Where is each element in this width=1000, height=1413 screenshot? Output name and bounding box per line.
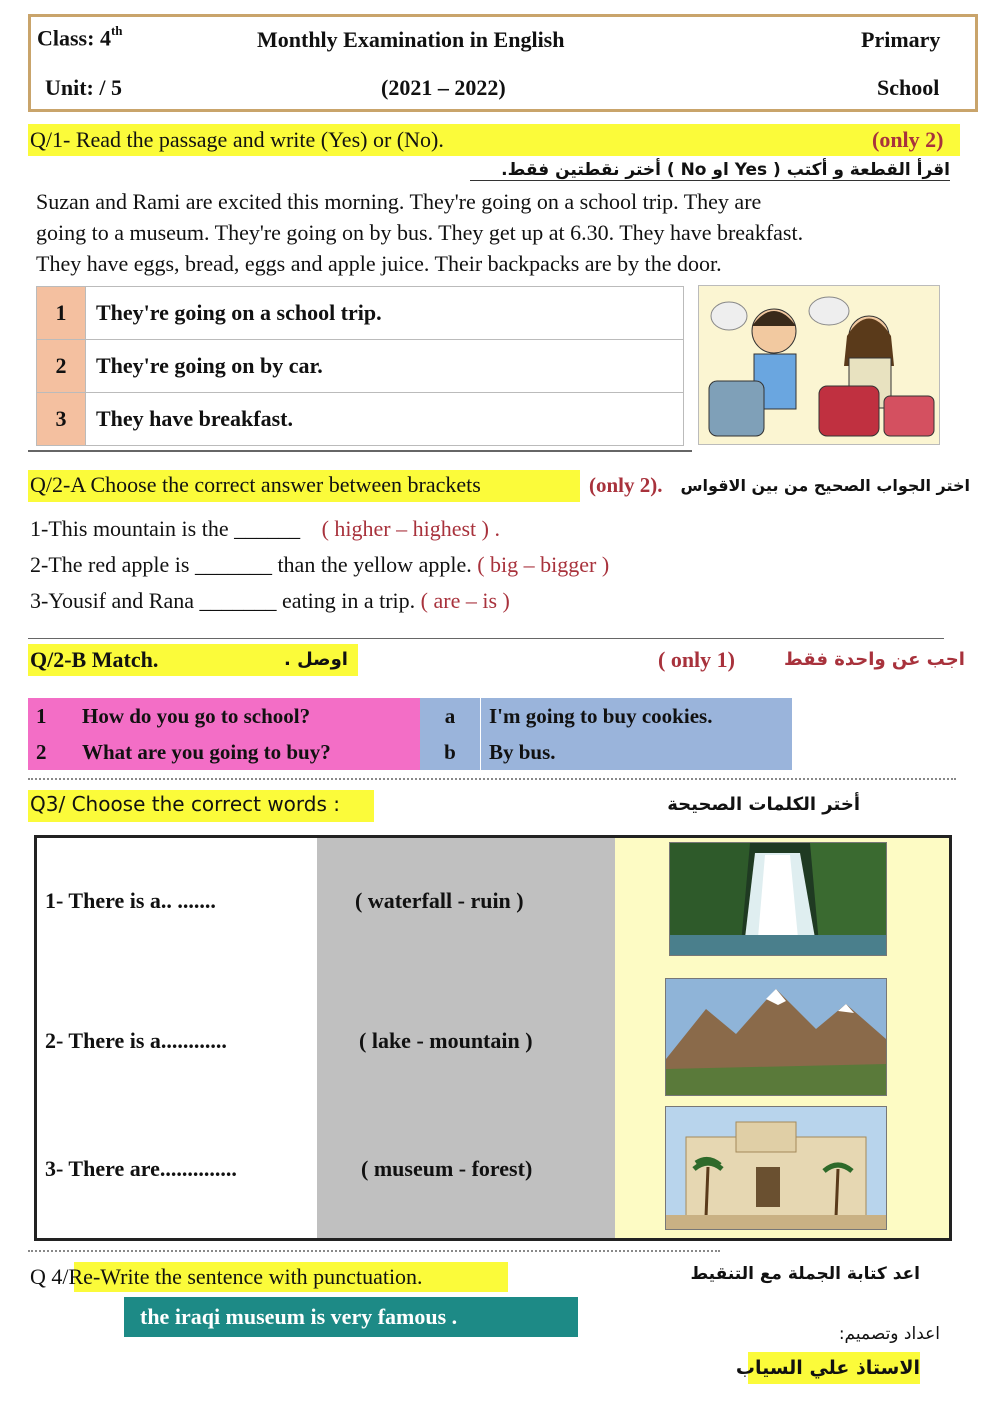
divider <box>28 638 944 639</box>
exam-title: Monthly Examination in English <box>257 27 565 52</box>
answer-blank: ______ <box>234 516 301 541</box>
match-number: 2 <box>28 734 74 770</box>
dotted-divider <box>28 1250 720 1252</box>
match-letter: b <box>420 734 481 770</box>
choices: ( higher – highest ) . <box>321 516 500 541</box>
sentence-start: 1-This mountain is the <box>30 516 229 541</box>
q2a-item-1 <box>30 516 500 542</box>
answer-blank: _______ <box>199 588 277 613</box>
passage-line: Suzan and Rami are excited this morning. They're going on a school trip. They are <box>36 189 762 214</box>
mountain-image <box>666 979 886 1095</box>
waterfall-image <box>670 843 886 955</box>
unit-label: Unit: / 5 <box>45 75 122 100</box>
answer-blank: _______ <box>194 552 272 577</box>
sentence-end: than the yellow apple. <box>277 552 472 577</box>
q2b-title: Q/2-B Match. <box>30 647 159 672</box>
primary-label: Primary <box>861 27 941 52</box>
prepared-by-label: اعداد وتصميم: <box>838 1324 940 1344</box>
q1-only: (only 2) <box>872 127 944 152</box>
teacher-name: الاستاذ علي السياب <box>748 1352 920 1384</box>
choices: ( are – is ) <box>420 588 510 613</box>
match-question: What are you going to buy? <box>74 734 420 770</box>
q3-title-text: Q3/ Choose the correct words <box>30 792 327 816</box>
match-answer: By bus. <box>481 734 793 770</box>
q1-table <box>36 286 684 446</box>
q2a-item-2 <box>30 552 609 578</box>
museum-image <box>666 1107 886 1229</box>
q3-choices-3: ( museum - forest) <box>361 1156 533 1181</box>
q3-choices-2: ( lake - mountain ) <box>359 1028 533 1053</box>
match-letter: a <box>420 698 481 734</box>
match-number: 1 <box>28 698 74 734</box>
statement: They have breakfast. <box>86 393 684 446</box>
q4-title: Q 4/Re-Write the sentence with punctuation. <box>30 1264 423 1289</box>
q2b-arabic-match: اوصل . <box>284 649 348 670</box>
q3-choices-1: ( waterfall - ruin ) <box>355 888 524 913</box>
children-illustration <box>698 285 940 445</box>
q2a-only: (only 2). <box>589 473 663 497</box>
statement: They're going on a school trip. <box>86 287 684 340</box>
q2b-arabic-only: اجب عن واحدة فقط <box>784 649 965 670</box>
q3-colon: : <box>333 792 341 816</box>
q2a-arabic-instruction: اختر الجواب الصحيح من بين الاقواس <box>680 476 970 495</box>
passage-line: going to a museum. They're going on by bus. They get up at 6.30. They have breakfast. <box>36 220 804 245</box>
q2a-title: Q/2-A Choose the correct answer between brackets <box>30 472 481 497</box>
q4-sentence-box: the iraqi museum is very famous . <box>124 1297 578 1337</box>
q3-sentence-1: 1- There is a.. ....... <box>45 888 216 913</box>
q3-arabic-instruction: أختر الكلمات الصحيحة <box>667 794 860 815</box>
school-label: School <box>877 75 940 100</box>
table-row <box>37 287 684 340</box>
q3-title <box>30 792 340 816</box>
sentence-end: eating in a trip. <box>281 588 416 613</box>
museum-picture <box>665 1106 887 1230</box>
choices: ( big – bigger ) <box>477 552 610 577</box>
q2b-only: ( only 1) <box>658 647 735 672</box>
q2a-item-3 <box>30 588 510 614</box>
table-row <box>28 734 792 770</box>
statement: They're going on by car. <box>86 340 684 393</box>
divider <box>28 450 692 452</box>
row-number: 2 <box>37 340 86 393</box>
dotted-divider <box>28 778 956 780</box>
match-answer: I'm going to buy cookies. <box>481 698 793 734</box>
passage-line: They have eggs, bread, eggs and apple juice. Their backpacks are by the door. <box>36 251 722 276</box>
table-row <box>28 698 792 734</box>
table-row <box>37 393 684 446</box>
year-label: (2021 – 2022) <box>381 75 506 100</box>
exam-header <box>28 14 978 112</box>
match-question: How do you go to school? <box>74 698 420 734</box>
q1-passage <box>36 186 986 279</box>
q1-title: Q/1- Read the passage and write (Yes) or (No). <box>30 127 444 152</box>
q3-box <box>34 835 952 1241</box>
row-number: 1 <box>37 287 86 340</box>
q1-arabic-instruction: اقرأ القطعة و أكتب ( Yes او No ) أختر نقطتين فقط. <box>470 160 950 181</box>
match-table <box>28 698 792 770</box>
sentence-start: 3-Yousif and Rana <box>30 588 194 613</box>
q4-arabic-instruction: اعد كتابة الجملة مع التنقيط <box>690 1264 920 1284</box>
mountain-picture <box>665 978 887 1096</box>
sentence-start: 2-The red apple is <box>30 552 190 577</box>
q3-sentence-2: 2- There is a............ <box>45 1028 227 1053</box>
class-label: Class: 4th <box>37 23 123 51</box>
q3-sentence-3: 3- There are.............. <box>45 1156 237 1181</box>
row-number: 3 <box>37 393 86 446</box>
children-image <box>699 286 939 444</box>
waterfall-picture <box>669 842 887 956</box>
table-row <box>37 340 684 393</box>
